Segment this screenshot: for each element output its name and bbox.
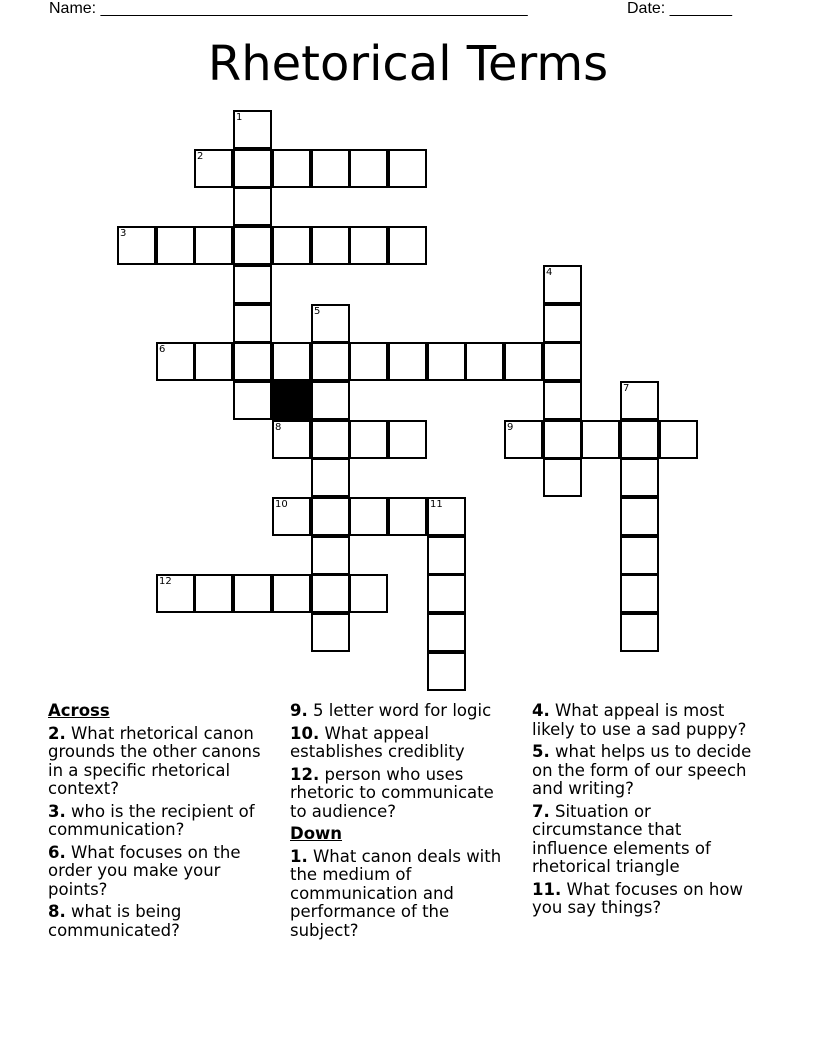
clue-down-1: 1. What canon deals with the medium of communication and performance of the subject? xyxy=(290,846,502,940)
grid-cell[interactable] xyxy=(233,381,272,420)
grid-cell[interactable] xyxy=(272,497,311,536)
grid-block-cell xyxy=(272,381,311,420)
grid-cell[interactable] xyxy=(233,226,272,265)
clue-number: 2 xyxy=(197,151,204,162)
grid-cell[interactable] xyxy=(311,613,350,652)
grid-cell[interactable] xyxy=(388,226,427,265)
grid-cell[interactable] xyxy=(427,574,466,613)
grid-cell[interactable] xyxy=(349,497,388,536)
grid-cell[interactable] xyxy=(233,265,272,304)
grid-cell[interactable] xyxy=(194,226,233,265)
grid-cell[interactable] xyxy=(543,304,582,343)
page-title: Rhetorical Terms xyxy=(207,36,609,92)
clue-down-4: 4. What appeal is most likely to use a sad puppy? xyxy=(532,701,747,739)
across-heading: Across xyxy=(48,701,110,720)
grid-cell[interactable] xyxy=(156,342,195,381)
grid-cell[interactable] xyxy=(311,536,350,575)
grid-cell[interactable] xyxy=(311,342,350,381)
grid-cell[interactable] xyxy=(620,497,659,536)
grid-cell[interactable] xyxy=(543,342,582,381)
grid-cell[interactable] xyxy=(388,149,427,188)
grid-cell[interactable] xyxy=(272,574,311,613)
grid-cell[interactable] xyxy=(272,226,311,265)
clue-across-12: 12. person who uses rhetoric to communicate to audience? xyxy=(290,764,494,821)
grid-cell[interactable] xyxy=(311,574,350,613)
name-label: Name: ________________________________________________ xyxy=(49,0,528,17)
grid-cell[interactable] xyxy=(620,613,659,652)
grid-cell[interactable] xyxy=(349,420,388,459)
clue-number: 6 xyxy=(159,344,166,355)
clue-number: 1 xyxy=(236,112,243,123)
grid-cell[interactable] xyxy=(311,304,350,343)
grid-cell[interactable] xyxy=(311,497,350,536)
grid-cell[interactable] xyxy=(194,342,233,381)
clue-down-11: 11. What focuses on how you say things? xyxy=(532,879,743,917)
grid-cell[interactable] xyxy=(620,420,659,459)
clue-number: 7 xyxy=(623,383,630,394)
grid-cell[interactable] xyxy=(388,497,427,536)
grid-cell[interactable] xyxy=(620,381,659,420)
clue-down-7: 7. Situation or circumstance that influence elements of rhetorical triangle xyxy=(532,801,711,876)
clues-column-3 xyxy=(532,702,757,922)
grid-cell[interactable] xyxy=(311,420,350,459)
clues-column-1 xyxy=(48,702,273,944)
grid-cell[interactable] xyxy=(233,304,272,343)
grid-cell[interactable] xyxy=(543,381,582,420)
grid-cell[interactable] xyxy=(156,574,195,613)
down-heading: Down xyxy=(290,824,343,843)
grid-cell[interactable] xyxy=(427,497,466,536)
date-label: Date: _______ xyxy=(627,0,732,17)
clue-number: 12 xyxy=(159,576,172,587)
clue-across-8: 8. what is being communicated? xyxy=(48,902,182,940)
grid-cell[interactable] xyxy=(233,187,272,226)
grid-cell[interactable] xyxy=(272,420,311,459)
grid-cell[interactable] xyxy=(427,536,466,575)
grid-cell[interactable] xyxy=(543,420,582,459)
grid-cell[interactable] xyxy=(233,149,272,188)
clue-number: 3 xyxy=(120,228,127,239)
clue-across-2: 2. What rhetorical canon grounds the other canons in a specific rhetorical context? xyxy=(48,723,261,798)
grid-cell[interactable] xyxy=(194,149,233,188)
grid-cell[interactable] xyxy=(465,342,504,381)
grid-cell[interactable] xyxy=(620,536,659,575)
clue-across-10: 10. What appeal establishes crediblity xyxy=(290,723,465,761)
grid-cell[interactable] xyxy=(349,149,388,188)
grid-cell[interactable] xyxy=(581,420,620,459)
grid-cell[interactable] xyxy=(311,149,350,188)
grid-cell[interactable] xyxy=(349,342,388,381)
grid-cell[interactable] xyxy=(272,149,311,188)
grid-cell[interactable] xyxy=(620,574,659,613)
grid-cell[interactable] xyxy=(272,342,311,381)
clue-across-6: 6. What focuses on the order you make your points? xyxy=(48,842,241,899)
grid-cell[interactable] xyxy=(427,652,466,691)
grid-cell[interactable] xyxy=(233,574,272,613)
clue-number: 9 xyxy=(507,422,514,433)
grid-cell[interactable] xyxy=(427,613,466,652)
grid-cell[interactable] xyxy=(388,342,427,381)
clue-across-9: 9. 5 letter word for logic xyxy=(290,701,492,720)
grid-cell[interactable] xyxy=(349,574,388,613)
clue-number: 10 xyxy=(275,499,288,510)
grid-cell[interactable] xyxy=(543,265,582,304)
clues-column-2 xyxy=(290,702,515,944)
grid-cell[interactable] xyxy=(233,342,272,381)
grid-cell[interactable] xyxy=(233,110,272,149)
grid-cell[interactable] xyxy=(156,226,195,265)
grid-cell[interactable] xyxy=(311,226,350,265)
clue-down-5: 5. what helps us to decide on the form of our speech and writing? xyxy=(532,742,752,798)
clue-number: 8 xyxy=(275,422,282,433)
grid-cell[interactable] xyxy=(504,420,543,459)
grid-cell[interactable] xyxy=(427,342,466,381)
grid-cell[interactable] xyxy=(117,226,156,265)
clue-across-3: 3. who is the recipient of communication? xyxy=(48,801,255,839)
grid-cell[interactable] xyxy=(349,226,388,265)
grid-cell[interactable] xyxy=(194,574,233,613)
grid-cell[interactable] xyxy=(504,342,543,381)
grid-cell[interactable] xyxy=(659,420,698,459)
grid-cell[interactable] xyxy=(311,381,350,420)
grid-cell[interactable] xyxy=(388,420,427,459)
grid-cell[interactable] xyxy=(543,458,582,497)
clue-number: 5 xyxy=(314,306,321,317)
clue-number: 11 xyxy=(430,499,443,510)
grid-cell[interactable] xyxy=(620,458,659,497)
clue-number: 4 xyxy=(546,267,553,278)
grid-cell[interactable] xyxy=(311,458,350,497)
